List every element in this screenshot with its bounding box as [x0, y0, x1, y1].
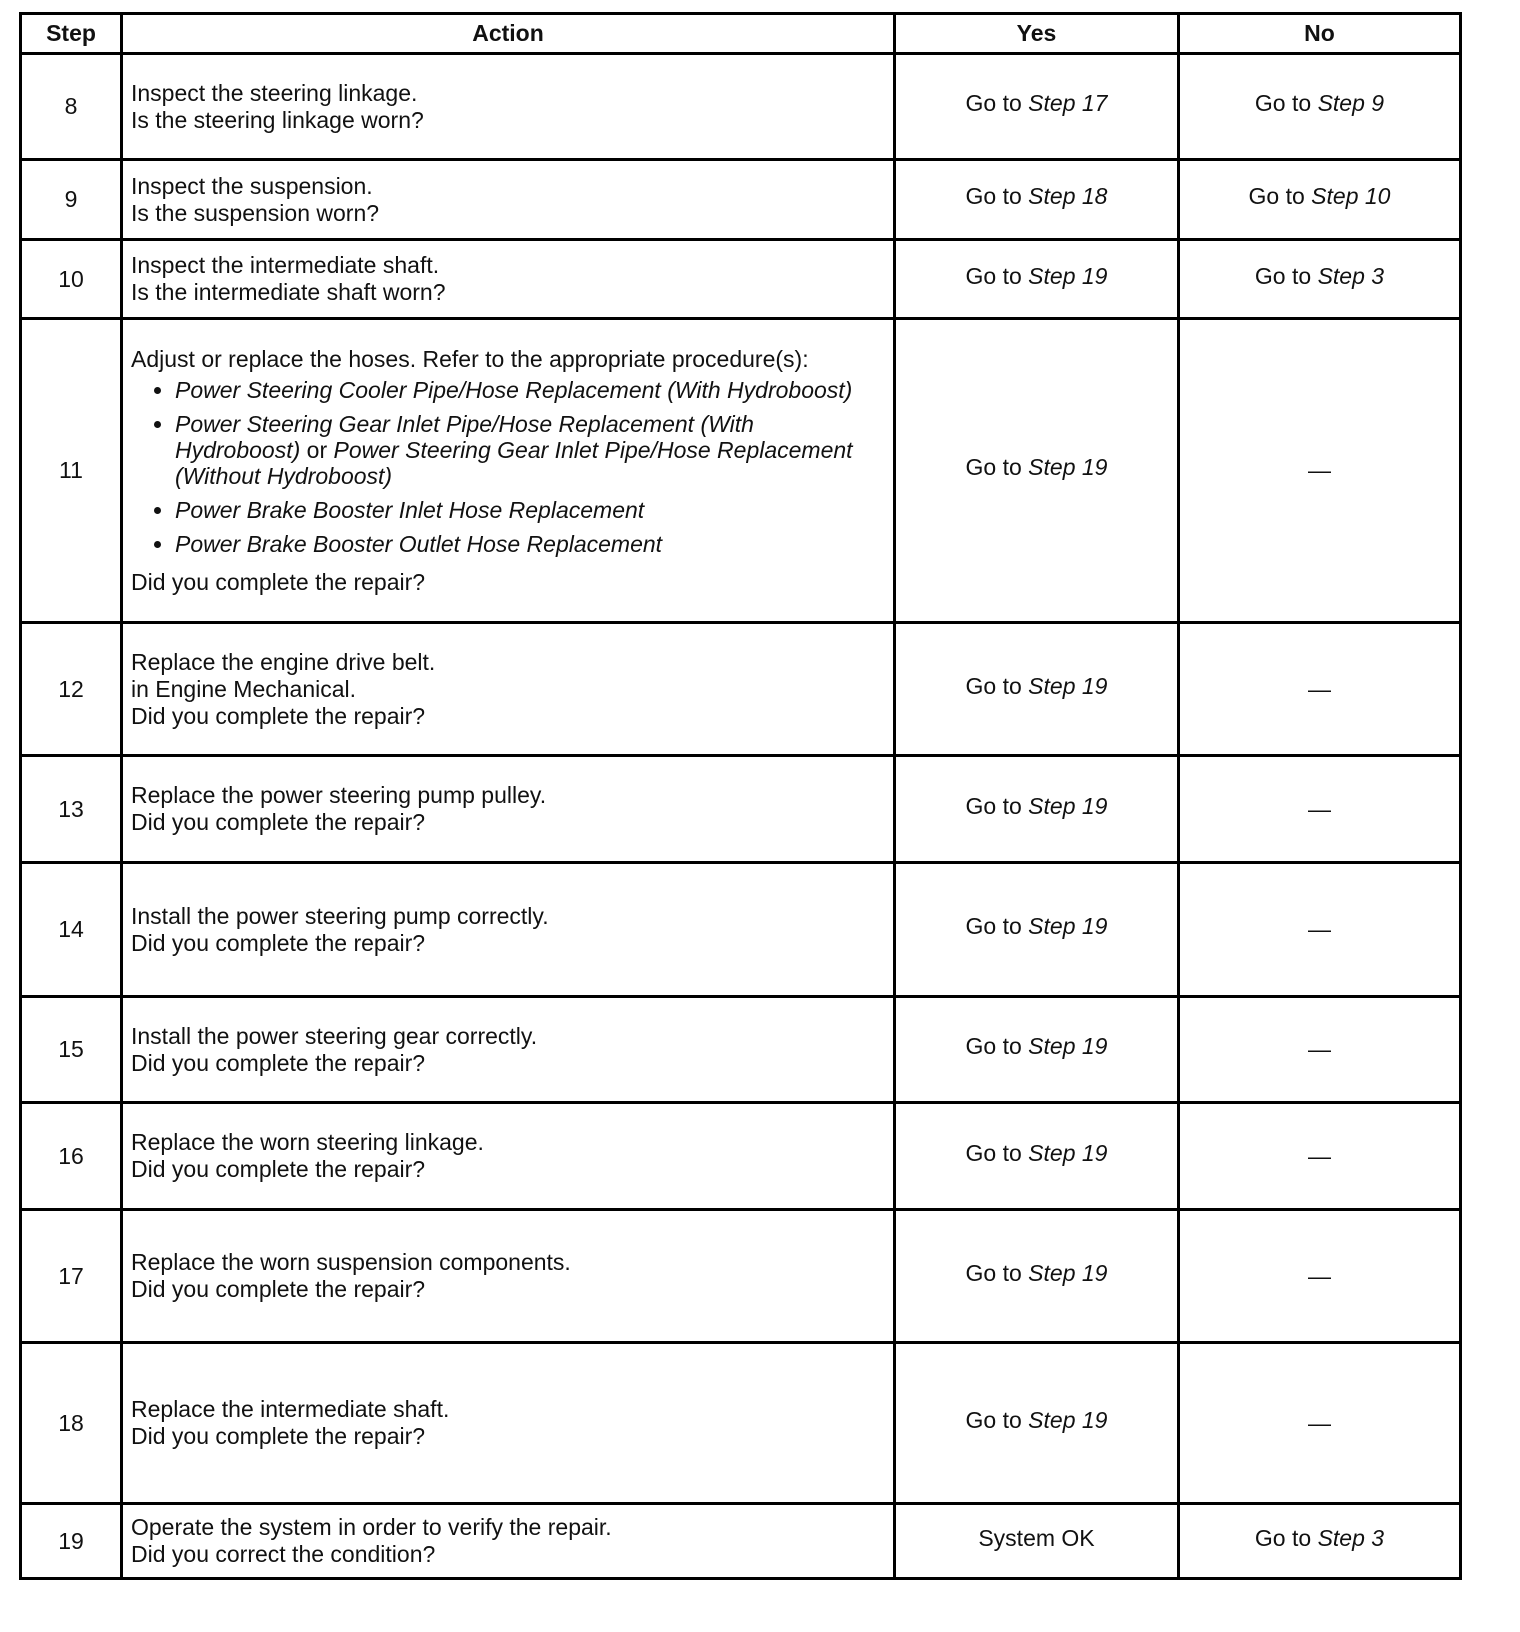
step-number: 16 [21, 1103, 122, 1210]
no-cell [1179, 54, 1461, 160]
action-question: Is the steering linkage worn? [131, 106, 424, 133]
step-link[interactable]: Step 10 [1311, 183, 1391, 209]
goto-prefix: Go to [965, 90, 1022, 116]
goto-prefix: Go to [965, 913, 1022, 939]
table-row [21, 1210, 1461, 1343]
action-cell [122, 997, 895, 1103]
step-number: 9 [21, 160, 122, 240]
goto-prefix: Go to [965, 1033, 1022, 1059]
action-cell [122, 240, 895, 319]
step-link[interactable]: Step 3 [1317, 262, 1385, 289]
action-question: Did you complete the repair? [131, 929, 426, 956]
action-line: Replace the intermediate shaft. [131, 1396, 450, 1422]
no-cell [1179, 1103, 1461, 1210]
goto-prefix: Go to [965, 792, 1022, 819]
action-question: Did you complete the repair? [131, 568, 426, 595]
step-link[interactable]: Step 19 [1028, 792, 1108, 819]
action-question: Is the suspension worn? [131, 199, 380, 226]
goto-prefix: Go to [965, 1259, 1022, 1286]
goto-prefix: Go to [965, 454, 1022, 480]
action-line: Inspect the steering linkage. [131, 79, 418, 106]
goto-prefix: — [1308, 675, 1331, 702]
goto-prefix: Go to [965, 262, 1022, 289]
goto-prefix: — [1308, 1262, 1331, 1289]
action-line: in Engine Mechanical. [131, 675, 357, 702]
step-link[interactable]: Step 17 [1028, 90, 1108, 116]
action-line: Inspect the suspension. [131, 172, 373, 199]
action-question: Did you complete the repair? [131, 1156, 426, 1182]
action-cell [122, 756, 895, 863]
table-row [21, 54, 1461, 160]
step-number: 8 [21, 54, 122, 160]
action-line: Install the power steering pump correctly. [131, 902, 549, 929]
step-link[interactable]: Step 19 [1028, 672, 1108, 699]
header-action: Action [122, 14, 895, 54]
procedure-item[interactable]: • Power Brake Booster Inlet Hose Replacement [175, 497, 885, 523]
yes-cell [895, 319, 1179, 623]
yes-cell [895, 54, 1179, 160]
step-link[interactable]: Step 9 [1317, 90, 1385, 116]
step-number: 11 [21, 319, 122, 623]
yes-cell [895, 756, 1179, 863]
action-line: Replace the engine drive belt. [131, 648, 436, 675]
no-cell [1179, 240, 1461, 319]
step-link[interactable]: Step 19 [1028, 1406, 1108, 1433]
step-number: 12 [21, 623, 122, 756]
goto-prefix: Go to [965, 1139, 1022, 1166]
goto-prefix: Go to [1248, 183, 1305, 209]
yes-cell [895, 1504, 1179, 1579]
yes-cell [895, 1210, 1179, 1343]
step-number: 17 [21, 1210, 122, 1343]
action-question: Did you complete the repair? [131, 1276, 426, 1302]
action-cell [122, 863, 895, 997]
procedure-item[interactable]: • Power Brake Booster Outlet Hose Replacement [175, 531, 885, 557]
table-row [21, 1504, 1461, 1579]
goto-prefix: — [1308, 795, 1331, 822]
action-cell [122, 54, 895, 160]
action-cell [122, 160, 895, 240]
action-line: Install the power steering gear correctly. [131, 1022, 538, 1049]
yes-cell [895, 240, 1179, 319]
procedure-list [131, 377, 885, 565]
table-row [21, 756, 1461, 863]
action-cell [122, 1504, 895, 1579]
step-link[interactable]: Step 19 [1028, 454, 1108, 480]
goto-prefix: — [1308, 1142, 1331, 1169]
step-link[interactable]: Step 19 [1028, 262, 1108, 289]
step-link[interactable]: Step 19 [1028, 1259, 1108, 1286]
goto-prefix: Go to [1254, 262, 1312, 289]
goto-prefix: Go to [965, 183, 1022, 209]
action-line: Replace the worn steering linkage. [131, 1129, 484, 1155]
goto-prefix: — [1308, 1409, 1331, 1436]
action-line: Inspect the intermediate shaft. [131, 252, 440, 278]
action-question: Did you complete the repair? [131, 809, 426, 835]
header-no: No [1179, 14, 1461, 54]
table-row [21, 623, 1461, 756]
step-link[interactable]: Step 19 [1028, 913, 1108, 939]
header-yes: Yes [895, 14, 1179, 54]
table-row [21, 863, 1461, 997]
action-line: Replace the power steering pump pulley. [131, 782, 547, 808]
step-link[interactable]: Step 19 [1028, 1033, 1108, 1059]
goto-prefix: — [1308, 916, 1331, 942]
diagnostic-table [19, 12, 1462, 1580]
no-cell [1179, 756, 1461, 863]
yes-cell [895, 160, 1179, 240]
goto-prefix: — [1308, 1036, 1331, 1062]
no-cell [1179, 997, 1461, 1103]
action-line: Operate the system in order to verify the repair. [131, 1514, 612, 1540]
goto-prefix: Go to [1254, 90, 1312, 116]
goto-prefix: Go to [965, 672, 1022, 699]
action-question: Is the intermediate shaft worn? [131, 279, 446, 305]
no-cell [1179, 863, 1461, 997]
table-row [21, 997, 1461, 1103]
yes-cell [895, 863, 1179, 997]
yes-cell [895, 1103, 1179, 1210]
procedure-item[interactable]: • Power Steering Gear Inlet Pipe/Hose Replacement (With Hydroboost) or Power Steering Gear Inlet Pipe/Hose Replacement (Without Hydroboost) [175, 411, 885, 489]
table-row [21, 160, 1461, 240]
goto-prefix: Go to [965, 1406, 1022, 1433]
action-question: Did you complete the repair? [131, 702, 426, 729]
step-number: 19 [21, 1504, 122, 1579]
table-row [21, 1343, 1461, 1504]
goto-prefix: — [1308, 457, 1331, 483]
step-number: 15 [21, 997, 122, 1103]
header-row [21, 14, 1461, 54]
header-step: Step [21, 14, 122, 54]
step-number: 14 [21, 863, 122, 997]
action-line: Replace the worn suspension components. [131, 1249, 571, 1275]
table-row [21, 319, 1461, 623]
table-row [21, 1103, 1461, 1210]
action-cell [122, 1103, 895, 1210]
goto-prefix: System OK [978, 1524, 1095, 1551]
action-line: Adjust or replace the hoses. Refer to the appropriate procedure(s): [131, 345, 809, 372]
goto-prefix: Go to [1254, 1524, 1312, 1551]
action-cell [122, 623, 895, 756]
yes-cell [895, 997, 1179, 1103]
step-link[interactable]: Step 18 [1028, 183, 1108, 209]
procedure-item[interactable]: • Power Steering Cooler Pipe/Hose Replacement (With Hydroboost) [175, 377, 885, 403]
yes-cell [895, 1343, 1179, 1504]
step-number: 10 [21, 240, 122, 319]
no-cell [1179, 319, 1461, 623]
step-number: 13 [21, 756, 122, 863]
step-link[interactable]: Step 3 [1317, 1524, 1385, 1551]
no-cell [1179, 1210, 1461, 1343]
action-cell [122, 1343, 895, 1504]
action-cell [122, 319, 895, 623]
table-row [21, 240, 1461, 319]
action-question: Did you complete the repair? [131, 1423, 426, 1449]
action-question: Did you complete the repair? [131, 1049, 426, 1076]
no-cell [1179, 1504, 1461, 1579]
step-link[interactable]: Step 19 [1028, 1139, 1108, 1166]
action-cell [122, 1210, 895, 1343]
no-cell [1179, 160, 1461, 240]
no-cell [1179, 623, 1461, 756]
step-number: 18 [21, 1343, 122, 1504]
no-cell [1179, 1343, 1461, 1504]
yes-cell [895, 623, 1179, 756]
action-question: Did you correct the condition? [131, 1541, 436, 1567]
